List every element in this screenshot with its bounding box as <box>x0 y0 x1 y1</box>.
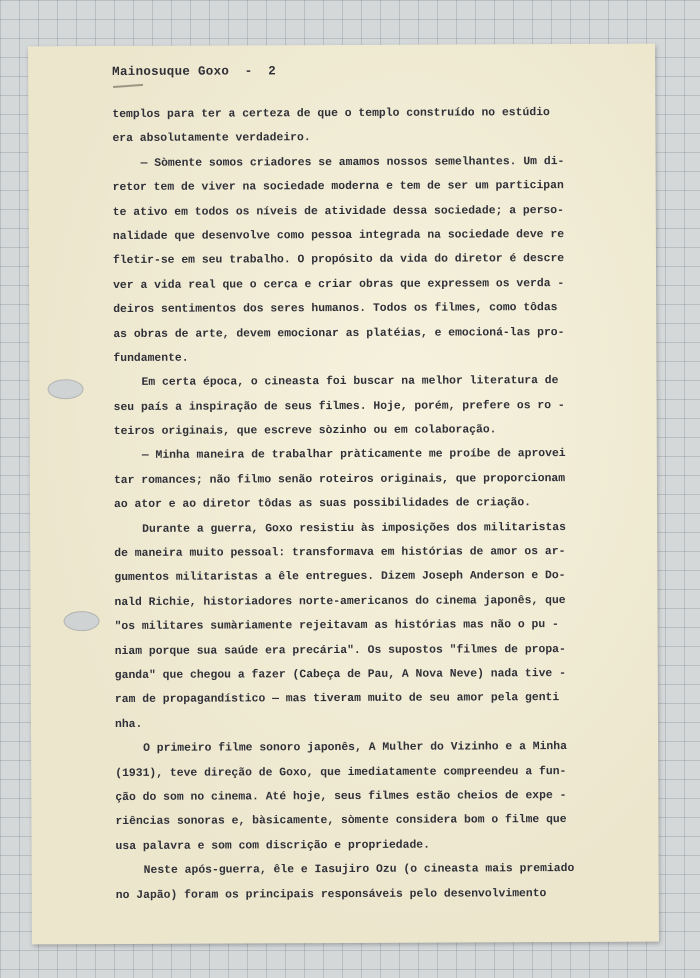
text-line: deiros sentimentos dos seres humanos. Todos os filmes, como tôdas <box>113 302 558 317</box>
text-line: nald Richie, historiadores norte-americanos do cinema japonês, que <box>114 594 566 609</box>
text-line: O primeiro filme sonoro japonês, A Mulher do Vizinho e a Minha <box>143 741 567 756</box>
text-line: no Japão) foram os principais responsáveis pelo desenvolvimento <box>115 887 547 902</box>
text-line: Neste após-guerra, êle e Iasujiro Ozu (o cineasta mais premiado <box>143 863 575 877</box>
punch-hole <box>64 611 100 631</box>
text-line: templos para ter a certeza de que o templo construído no estúdio <box>112 107 550 122</box>
text-line: de maneira muito pessoal: transformava em histórias de amor os ar- <box>114 546 566 561</box>
body-text <box>112 101 616 908</box>
typewritten-page <box>28 44 659 945</box>
text-line: seu país a inspiração de seus filmes. Hoje, porém, prefere os ro - <box>113 399 565 414</box>
text-line: usa palavra e som com discrição e propriedade. <box>115 839 430 853</box>
text-line: te ativo em todos os níveis de atividade dessa sociedade; a perso- <box>112 204 564 219</box>
text-line: Durante a guerra, Goxo resistiu às imposições dos militaristas <box>142 521 566 536</box>
text-line: nha. <box>114 718 143 731</box>
punch-hole <box>47 379 83 399</box>
text-line: fletir-se em seu trabalho. O propósito da vida do diretor é descre <box>112 253 565 268</box>
text-line: era absolutamente verdadeiro. <box>112 132 311 146</box>
text-line: tar romances; não filmo senão roteiros originais, que proporcionam <box>113 472 566 487</box>
text-line: — Minha maneira de trabalhar pràticamente me proíbe de aprovei <box>141 448 566 463</box>
text-line: Em certa época, o cineasta foi buscar na melhor literatura de <box>141 375 559 390</box>
text-line: retor tem de viver na sociedade moderna e tem de ser um participan <box>112 180 564 195</box>
text-line: ção do som no cinema. Até hoje, seus filmes estão cheios de expe - <box>115 789 567 804</box>
text-line: teiros originais, que escreve sòzinho ou em colaboração. <box>113 424 497 439</box>
text-line: riências sonoras e, bàsicamente, sòmente considera bom o filme que <box>115 814 567 829</box>
text-line: gumentos militaristas a êle entregues. Dizem Joseph Anderson e Do- <box>114 570 566 585</box>
text-line: as obras de arte, devem emocionar as platéias, e emocioná-las pro- <box>113 326 565 341</box>
text-line: "os militares sumàriamente rejeitavam as histórias mas não o pu - <box>114 619 559 634</box>
text-line: — Sòmente somos criadores se amamos nossos semelhantes. Um di- <box>140 155 565 170</box>
text-line: ver a vida real que o cerca e criar obras que expressem os verda - <box>113 277 565 292</box>
text-line: ganda" que chegou a fazer (Cabeça de Pau, A Nova Neve) nada tive - <box>114 668 566 682</box>
text-line: ram de propagandístico — mas tiveram muito de seu amor pela genti <box>114 692 560 707</box>
ink-mark <box>113 84 144 94</box>
text-line: niam porque sua saúde era precária". Os supostos "filmes de propa- <box>114 643 566 658</box>
text-line: fundamente. <box>113 352 189 365</box>
text-line: (1931), teve direção de Goxo, que imediatamente compreendeu a fun- <box>115 765 567 780</box>
page-header: Mainosuque Goxo - 2 <box>112 64 277 80</box>
text-line: nalidade que desenvolve como pessoa integrada na sociedade deve re <box>112 228 565 243</box>
text-line: ao ator e ao diretor tôdas as suas possibilidades de criação. <box>114 497 532 512</box>
